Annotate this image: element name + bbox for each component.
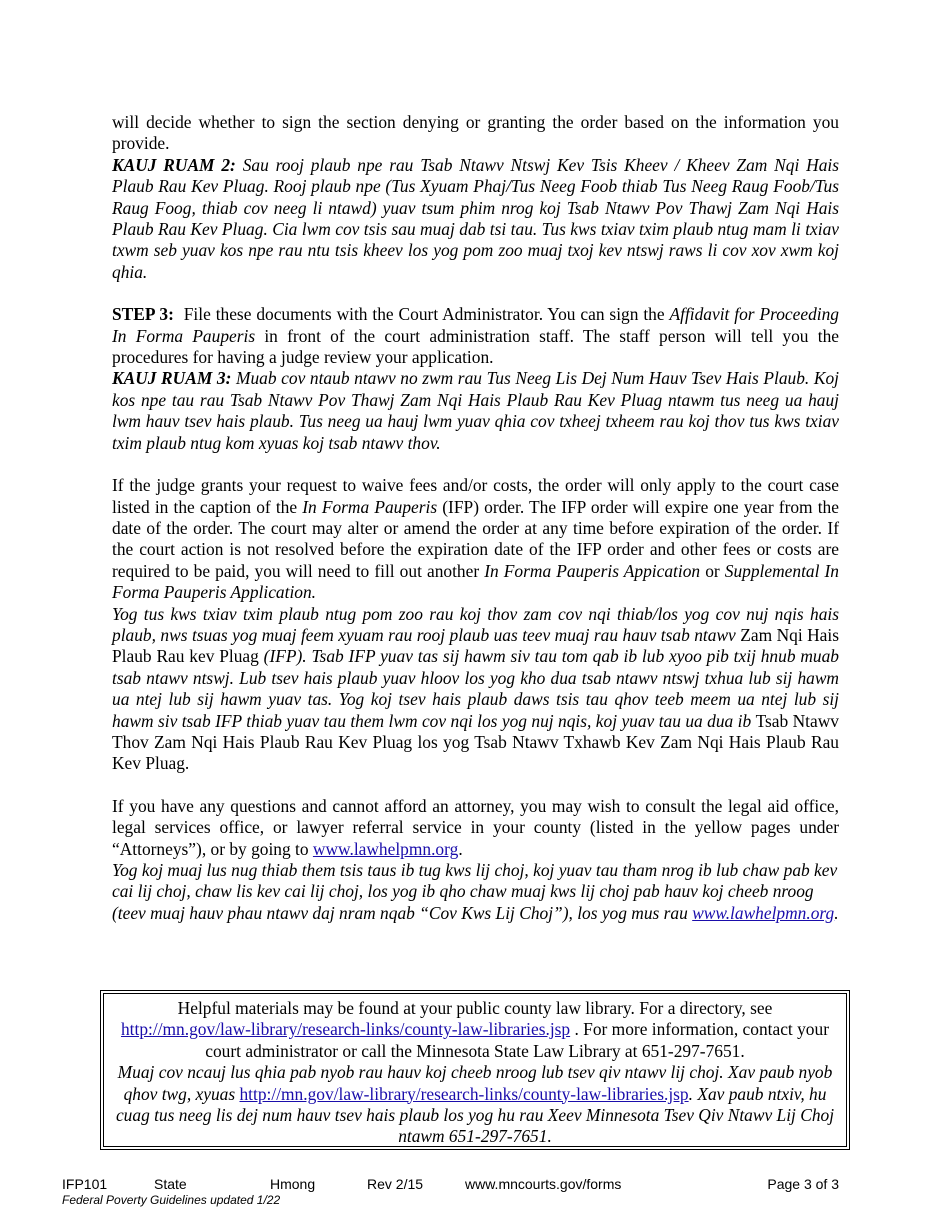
step3-english: STEP 3: File these documents with the Court Administrator. You can sign the Affidavit for Proceeding In Forma Pauperis in front of the court administration staff. The staff person will tell you the procedures for having a judge review your application. xyxy=(112,304,839,368)
poverty-guidelines-note: Federal Poverty Guidelines updated 1/22 xyxy=(62,1193,281,1207)
box-hmong: Muaj cov ncauj lus qhia pab nyob rau hauv koj cheeb nroog lub tsev qiv ntawv lij choj. Xav paub nyob qhov twg, xyuas http://mn.gov/law-library/research-links/county-law-libraries.jsp. Xav paub ntxiv, hu cuag tus neeg lis dej num hauv tsev hais plaub los yog hu rau Xeev Minnesota Tsev Qiv Ntawv Lij Choj ntawm 651-297-7651. xyxy=(115,1062,835,1147)
legal-hmong: Yog koj muaj lus nug thiab them tsis taus ib tug kws lij choj, koj yuav tau tham nrog ib lub chaw pab kev cai lij choj, chaw lis kev cai lij choj, los yog ib qho chaw muaj kws lij choj pab hauv koj cheeb nroog (teev muaj hauv phau ntawv daj nram nqab “Cov Kws Lij Choj”), los yog mus rau www.lawhelpmn.org. xyxy=(112,860,839,923)
intro-paragraph: will decide whether to sign the section denying or granting the order based on the information you provide. xyxy=(112,112,839,154)
footer-website: www.mncourts.gov/forms xyxy=(465,1176,622,1192)
law-library-link[interactable]: http://mn.gov/law-library/research-links/county-law-libraries.jsp xyxy=(120,1019,571,1040)
document-body xyxy=(112,112,839,924)
lawhelp-link-hmong[interactable]: www.lawhelpmn.org xyxy=(692,902,835,923)
ifp-hmong: Yog tus kws txiav txim plaub ntug pom zoo rau koj thov zam cov nqi thiab/los yog cov nuj nqis hais plaub, nws tsuas yog muaj feem xyuam rau rooj plaub uas teev muaj rau hauv tsab ntawv Zam Nqi Hais Plaub Rau kev Pluag (IFP). Tsab IFP yuav tas sij hawm siv tau tom qab ib lub xyoo pib txij hnub muab tsab ntawv ntswj. Lub tsev hais plaub yuav hloov los yog kho dua tsab ntawv ntswj txhua lub sij hawm ua ntej lub sij hawm yuav tas. Yog koj tsev hais plaub daws tsis tau qhov teeb meem ua ntej lub sij hawm siv tsab IFP thiab yuav tau them lwm cov nqi los yog nuj nqis, koj yuav tau ua dua ib Tsab Ntawv Thov Zam Nqi Hais Plaub Rau Kev Pluag los yog Tsab Ntawv Txhawb Kev Zam Nqi Hais Plaub Rau Kev Pluag. xyxy=(112,603,840,774)
ifp-english: If the judge grants your request to waive fees and/or costs, the order will only apply to the court case listed in the caption of the In Forma Pauperis (IFP) order. The IFP order will expire one year from the date of the order. The court may alter or amend the order at any time before expiration of the order. If the court action is not resolved before the expiration date of the IFP order and other fees or costs are required to be paid, you will need to fill out another In Forma Pauperis Appication or Supplemental In Forma Pauperis Application. xyxy=(112,475,839,603)
step3-hmong: KAUJ RUAM 3: Muab cov ntaub ntawv no zwm rau Tus Neeg Lis Dej Num Hauv Tsev Hais Plaub. Koj kos npe tau rau Tsab Ntawv Pov Thawj Zam Nqi Hais Plaub Rau Kev Pluag ntawm tus neeg ua hauj lwm hauv tsev hais plaub. Tus neeg ua hauj lwm yuav qhia cov txheej txheem rau koj thov tus kws txiav txim plaub ntug kom xyuas koj tsab ntawv thov. xyxy=(112,368,839,453)
law-library-link-hmong[interactable]: http://mn.gov/law-library/research-links/county-law-libraries.jsp xyxy=(239,1083,689,1104)
footer-language: Hmong xyxy=(270,1176,316,1192)
footer-revision: Rev 2/15 xyxy=(367,1176,424,1192)
box-english: Helpful materials may be found at your public county law library. For a directory, see http://mn.gov/law-library/research-links/county-law-libraries.jsp . For more information, contact your court administrator or call the Minnesota State Law Library at 651-297-7651. xyxy=(120,998,829,1061)
lawhelp-link[interactable]: www.lawhelpmn.org xyxy=(312,838,459,859)
footer-page-number: Page 3 of 3 xyxy=(767,1176,839,1192)
legal-english: If you have any questions and cannot afford an attorney, you may wish to consult the legal aid office, legal services office, or lawyer referral service in your county (listed in the yellow pages under “Attorneys”), or by going to www.lawhelpmn.org. xyxy=(112,795,839,859)
footer-form-code: IFP101 xyxy=(62,1176,108,1192)
step2-hmong: KAUJ RUAM 2: Sau rooj plaub npe rau Tsab Ntawv Ntswj Kev Tsis Kheev / Kheev Zam Nqi Hais Plaub Rau Kev Pluag. Rooj plaub npe (Tus Xyuam Phaj/Tus Neeg Foob thiab Tus Neeg Raug Foob/Tus Raug Foog, thiab cov neeg li ntawd) yuav tsum phim nrog koj Tsab Ntawv Pov Thawj Zam Nqi Hais Plaub Rau Kev Pluag. Cia lwm cov tsis sau muaj dab tsi tau. Tus kws txiav txim plaub ntug mam li txiav txwm seb yuav kos npe rau ntu tsis kheev los yog pom zoo muaj txoj kev ntswj raws li cov xov xwm koj qhia. xyxy=(112,154,839,282)
footer-state: State xyxy=(154,1176,187,1192)
law-library-box xyxy=(100,990,850,1150)
